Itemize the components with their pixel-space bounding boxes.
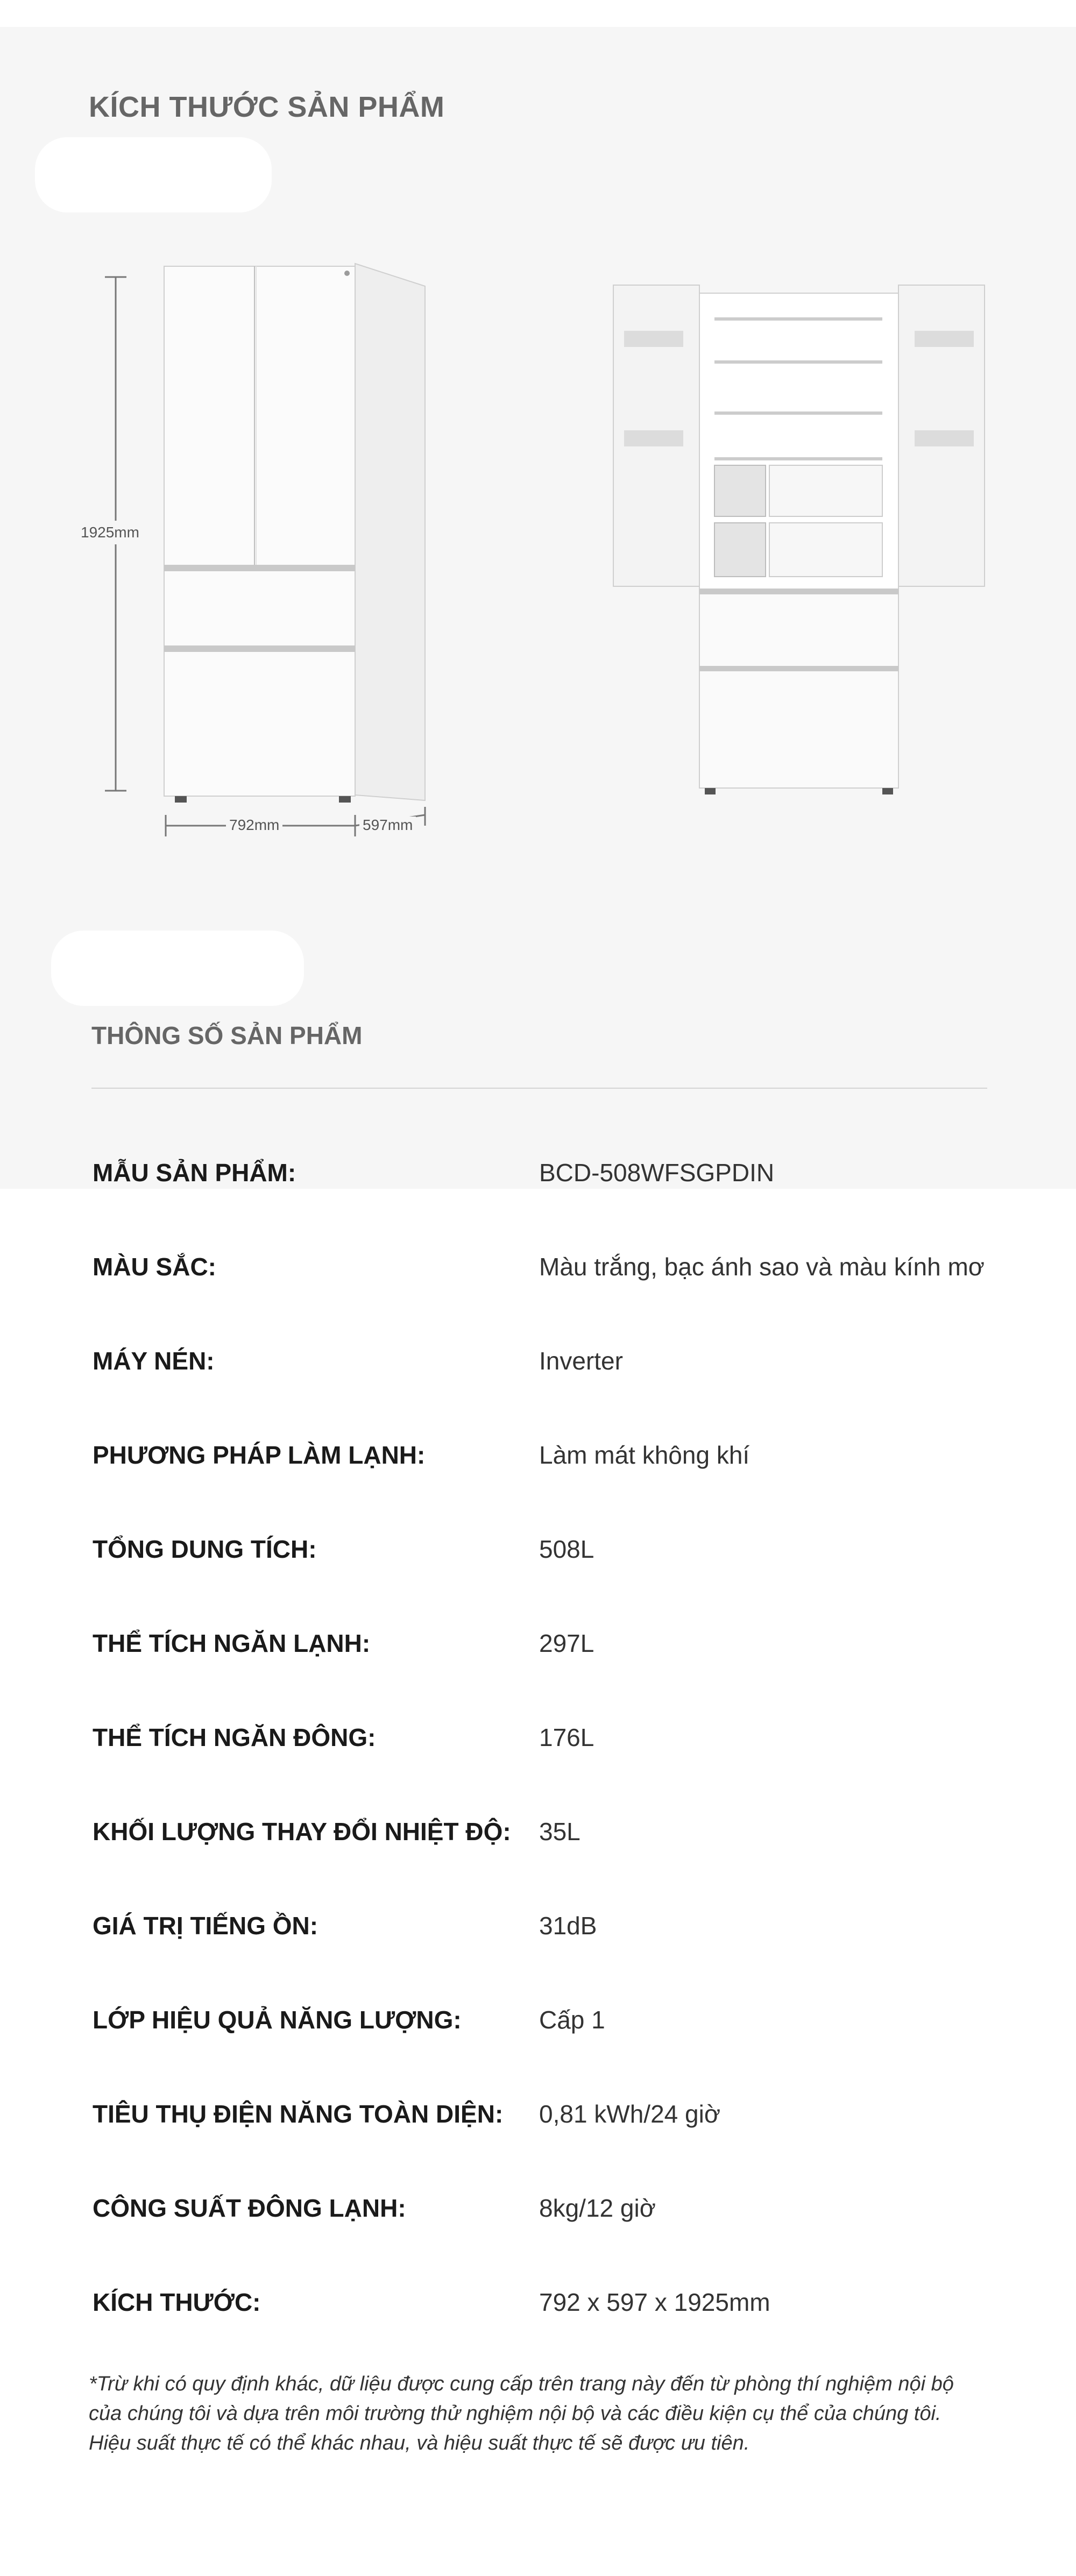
spec-label: TỔNG DUNG TÍCH: <box>93 1535 317 1563</box>
height-dimension-label: 1925mm <box>81 521 139 544</box>
spec-value: 792 x 597 x 1925mm <box>539 2288 770 2316</box>
spec-label: MÁY NÉN: <box>93 1347 215 1375</box>
width-dimension-label: 792mm <box>226 817 282 834</box>
spec-label: THỂ TÍCH NGĂN ĐÔNG: <box>93 1723 376 1751</box>
spec-label: KHỐI LƯỢNG THAY ĐỔI NHIỆT ĐỘ: <box>93 1818 511 1846</box>
spec-value: 0,81 kWh/24 giờ <box>539 2100 721 2128</box>
spec-value: 508L <box>539 1535 594 1563</box>
spec-value: 297L <box>539 1629 594 1657</box>
spec-row <box>93 1619 1061 1713</box>
spec-value: Làm mát không khí <box>539 1441 750 1469</box>
footnote: *Trừ khi có quy định khác, dữ liệu được cung cấp trên trang này đến từ phòng thí nghiệm nội bộ của chúng tôi và dựa trên môi trường thử nghiệm nội bộ và các điều kiện cụ thể của chúng tôi. Hiệu suất thực tế có thể khác nhau, và hiệu suất thực tế sẽ được ưu tiên. <box>89 2373 954 2454</box>
spec-label: MẪU SẢN PHẨM: <box>93 1159 296 1187</box>
spec-row <box>93 1525 1061 1619</box>
spec-row <box>93 1243 1061 1337</box>
spec-value: 176L <box>539 1723 594 1751</box>
spec-row <box>93 1337 1061 1431</box>
section-title-dimensions: KÍCH THƯỚC SẢN PHẨM <box>89 91 445 123</box>
spec-row <box>93 1996 1061 2090</box>
spec-row <box>93 1148 1061 1243</box>
spec-label: LỚP HIỆU QUẢ NĂNG LƯỢNG: <box>93 2006 462 2034</box>
spec-row <box>93 2278 1061 2372</box>
divider <box>91 1088 987 1089</box>
spec-label: KÍCH THƯỚC: <box>93 2288 261 2316</box>
fridge-closed-dimension-drawing <box>75 247 441 855</box>
spec-label: MÀU SẮC: <box>93 1253 216 1281</box>
section-title-specs: THÔNG SỐ SẢN PHẨM <box>91 1021 363 1049</box>
spec-row <box>93 1807 1061 1901</box>
spec-row <box>93 2184 1061 2278</box>
depth-dimension-label: 597mm <box>359 817 416 834</box>
spec-label: GIÁ TRỊ TIẾNG ỒN: <box>93 1912 318 1940</box>
spec-row <box>93 1431 1061 1525</box>
spec-value: BCD-508WFSGPDIN <box>539 1159 775 1187</box>
fridge-open-drawing <box>608 274 1011 818</box>
spec-row <box>93 2090 1061 2184</box>
spec-value: 35L <box>539 1818 581 1846</box>
decorative-blob <box>51 931 304 1006</box>
spec-label: CÔNG SUẤT ĐÔNG LẠNH: <box>93 2194 406 2222</box>
spec-label: PHƯƠNG PHÁP LÀM LẠNH: <box>93 1441 426 1469</box>
spec-value: Inverter <box>539 1347 623 1375</box>
spec-row <box>93 1901 1061 1996</box>
spec-row <box>93 1713 1061 1807</box>
spec-value: Màu trắng, bạc ánh sao và màu kính mơ <box>539 1253 985 1281</box>
decorative-blob <box>35 137 272 212</box>
spec-table <box>93 1148 1061 2372</box>
spec-value: 31dB <box>539 1912 597 1940</box>
spec-label: THỂ TÍCH NGĂN LẠNH: <box>93 1629 371 1657</box>
spec-label: TIÊU THỤ ĐIỆN NĂNG TOÀN DIỆN: <box>93 2100 504 2128</box>
spec-value: 8kg/12 giờ <box>539 2194 656 2222</box>
spec-value: Cấp 1 <box>539 2006 605 2034</box>
